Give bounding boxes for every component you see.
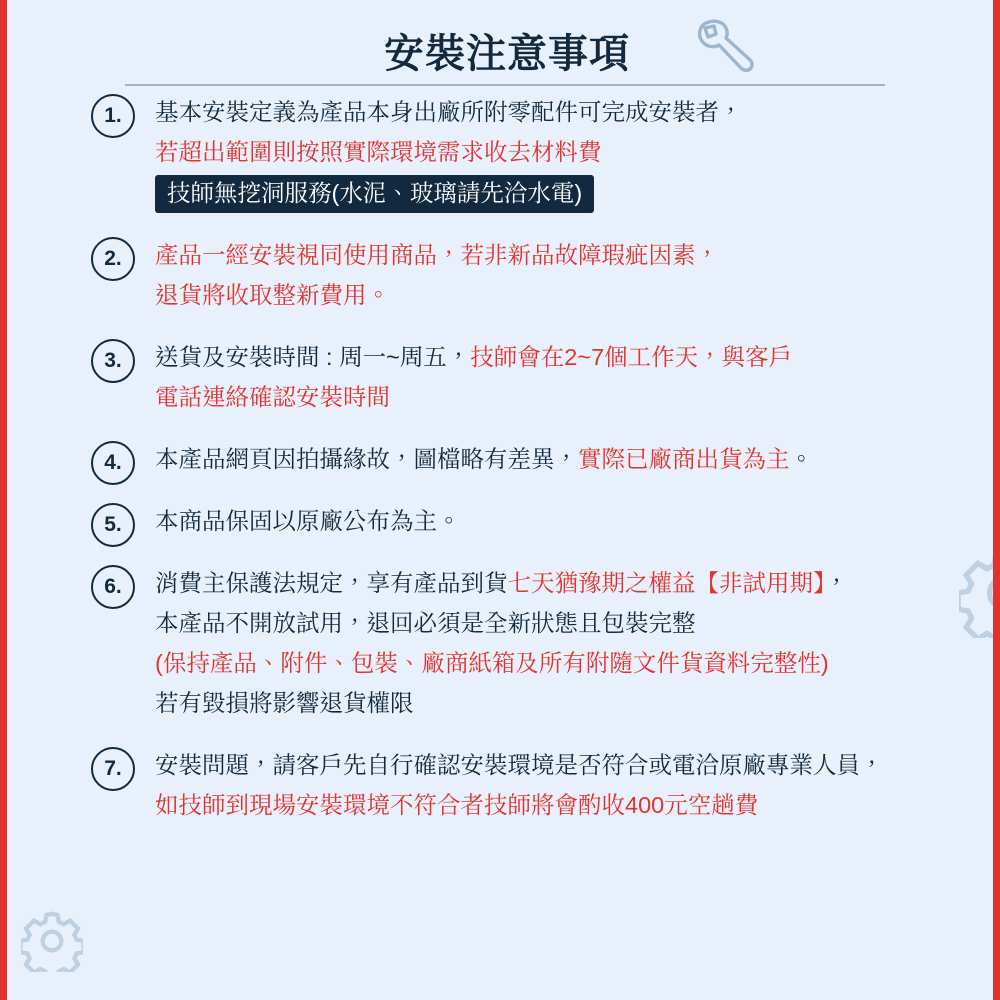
notice-item (7, 337, 993, 417)
notice-text: 如技師到現場安裝環境不符合者技師將會酌收400元空趟費 (155, 792, 759, 818)
notice-item-line (155, 501, 967, 541)
notice-item (7, 235, 993, 315)
notice-item-number: 1. (91, 94, 135, 138)
notice-text: 基本安裝定義為產品本身出廠所附零配件可完成安裝者， (155, 99, 743, 125)
notice-text: 實際已廠商出貨為主 (578, 446, 790, 472)
notice-text: 七天猶豫期之權益【非試用期】 (507, 570, 825, 596)
notice-text: 消費主保護法規定，享有產品到貨 (155, 570, 508, 596)
notice-item (7, 745, 993, 825)
wrench-icon (695, 18, 755, 76)
notice-text: 電話連絡確認安裝時間 (155, 384, 390, 410)
notice-item-number: 2. (91, 237, 135, 281)
notice-item-line (155, 603, 967, 643)
highlight-box: 技師無挖洞服務(水泥、玻璃請先洽水電) (155, 175, 594, 213)
notice-item-number: 4. (91, 441, 135, 485)
notice-item-line (155, 745, 967, 785)
notice-item-line (155, 132, 967, 172)
notice-item (7, 501, 993, 541)
notice-text: 。 (789, 446, 813, 472)
notice-text: 若超出範圍則按照實際環境需求收去材料費 (155, 139, 602, 165)
notice-item-line (155, 172, 967, 213)
notice-item-line (155, 275, 967, 315)
notice-item (7, 563, 993, 723)
notice-item-line (155, 563, 967, 603)
notice-item-line (155, 439, 967, 479)
notice-item-line (155, 785, 967, 825)
notice-item-line (155, 235, 967, 275)
notice-text: (保持產品、附件、包裝、廠商紙箱及所有附隨文件貨資料完整性) (155, 650, 829, 676)
notice-list (7, 92, 993, 825)
notice-text: 本商品保固以原廠公布為主。 (155, 508, 461, 534)
page-header (7, 0, 993, 92)
notice-text: 若有毀損將影響退貨權限 (155, 690, 414, 716)
notice-item (7, 439, 993, 479)
notice-item-line (155, 377, 967, 417)
page-title: 安裝注意事項 (384, 32, 630, 76)
notice-text: 技師會在2~7個工作天，與客戶 (470, 344, 793, 370)
notice-text: 退貨將收取整新費用。 (155, 282, 390, 308)
notice-item (7, 92, 993, 213)
notice-text: 本產品不開放試用，退回必須是全新狀態且包裝完整 (155, 610, 696, 636)
notice-text: 安裝問題，請客戶先自行確認安裝環境是否符合或電洽原廠專業人員， (155, 752, 884, 778)
notice-item-number: 6. (91, 565, 135, 609)
notice-text: 送貨及安裝時間 : 周一~周五， (155, 344, 471, 370)
notice-item-number: 7. (91, 747, 135, 791)
notice-item-line (155, 683, 967, 723)
notice-item-line (155, 643, 967, 683)
notice-item-line (155, 92, 967, 132)
notice-item-number: 3. (91, 339, 135, 383)
header-divider (125, 84, 885, 86)
gear-icon-left (21, 910, 83, 972)
notice-text: ， (824, 570, 849, 596)
notice-text: 產品一經安裝視同使用商品，若非新品故障瑕疵因素， (155, 242, 719, 268)
notice-text: 本產品網頁因拍攝緣故，圖檔略有差異， (155, 446, 578, 472)
notice-item-number: 5. (91, 503, 135, 547)
notice-item-line (155, 337, 967, 377)
